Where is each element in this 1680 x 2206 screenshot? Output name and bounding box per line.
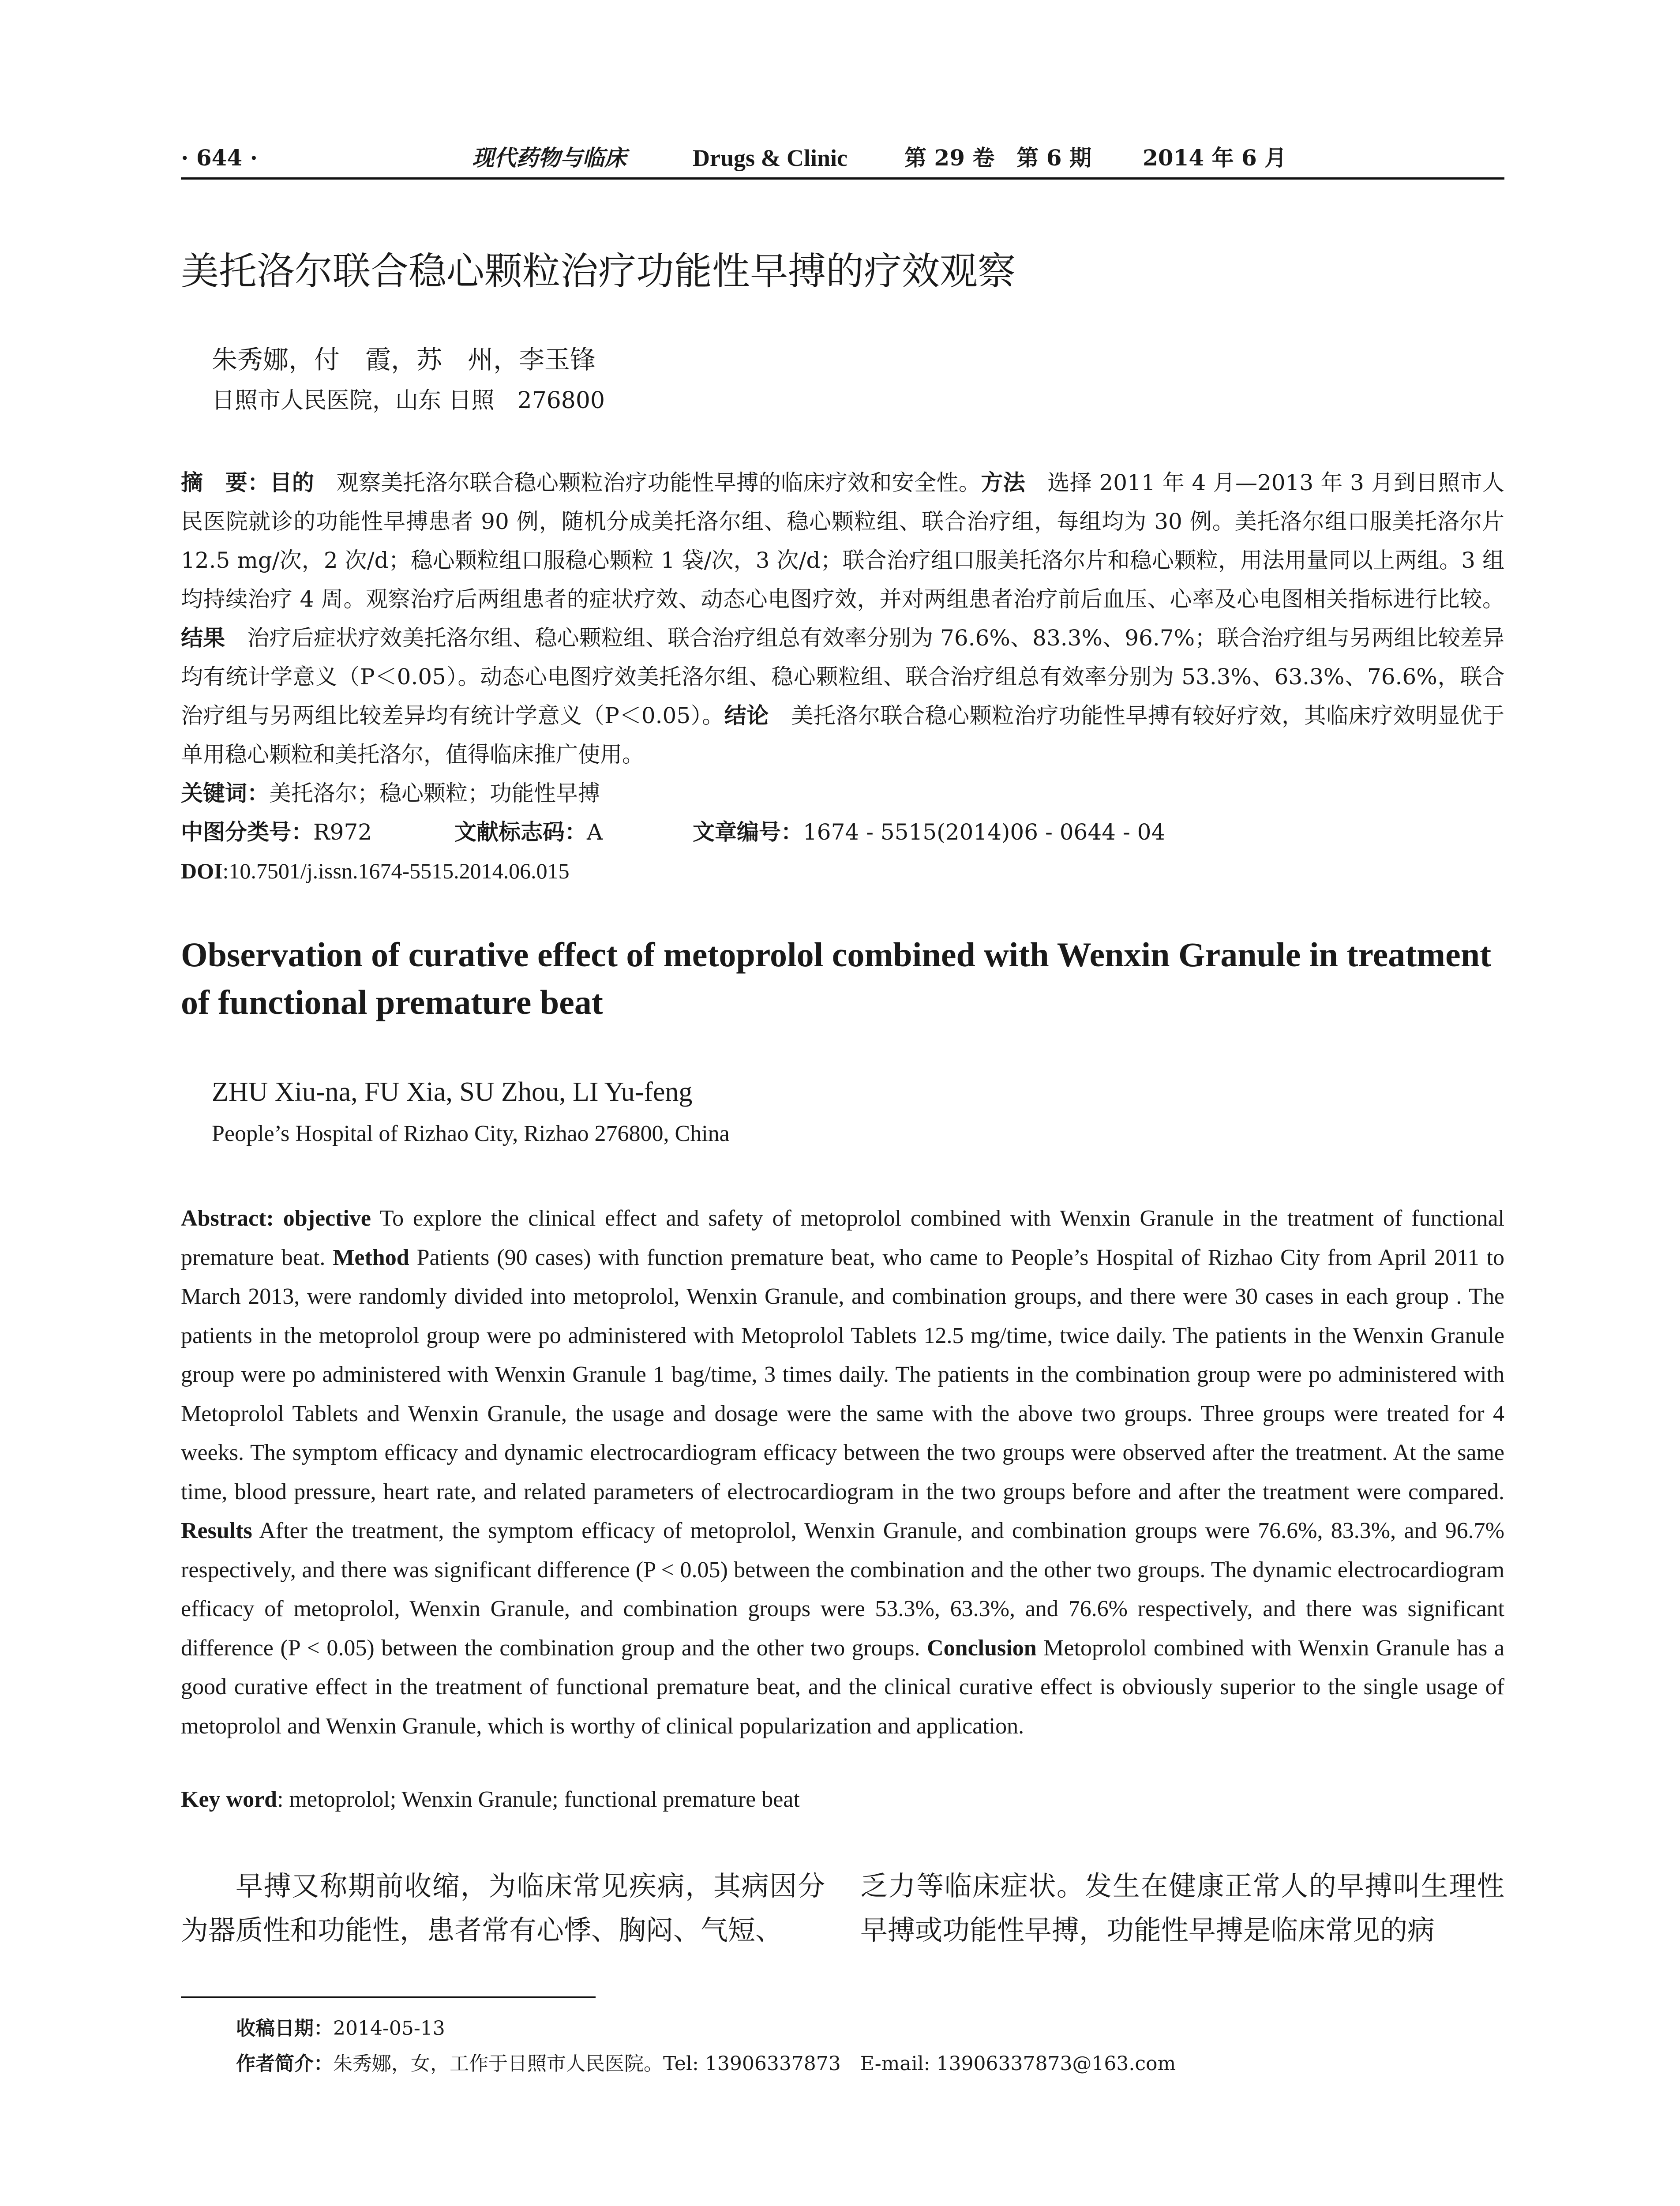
footnote-rule — [181, 1996, 596, 1998]
abstract-en — [181, 1199, 1504, 1746]
running-header — [181, 140, 1504, 176]
abstract-cn — [181, 463, 1504, 774]
received-label: 收稿日期： — [236, 2017, 333, 2040]
header-rule — [181, 177, 1504, 180]
article-title-en: Observation of curative effect of metoprolol combined with Wenxin Granule in treatment of functional premature beat — [181, 935, 1492, 1021]
clc-cell — [181, 813, 454, 852]
method-text-cn: 选择 2011 年 4 月—2013 年 3 月到日照市人民医院就诊的功能性早搏患者 90 例，随机分成美托洛尔组、稳心颗粒组、联合治疗组，每组均为 30 例。美托洛尔组口服美托洛尔片 12.5 mg/次，2 次/d；稳心颗粒组口服稳心颗粒 1 袋/次，3 次/d；联合治疗组口服美托洛尔片和稳心颗粒，用法用量同以上两组。3 组均持续治疗 4 周。观察治疗后两组患者的症状疗效、动态心电图疗效，并对两组患者治疗前后血压、心率及心电图相关指标进行比较。 — [181, 470, 1505, 612]
body-column-left: 早搏又称期前收缩，为临床常见疾病，其病因分为器质性和功能性，患者常有心悸、胸闷、气短、 — [181, 1870, 825, 1946]
method-label-cn: 方法 — [981, 470, 1026, 495]
keywords-label-en: Key word — [181, 1787, 278, 1812]
conclusion-text-cn: 美托洛尔联合稳心颗粒治疗功能性早搏有较好疗效，其临床疗效明显优于单用稳心颗粒和美托洛尔，值得临床推广使用。 — [181, 703, 1504, 767]
classification-line — [181, 813, 1504, 852]
volume-issue: 第 29 卷 第 6 期 — [904, 145, 1091, 171]
results-label-en: Results — [181, 1518, 252, 1543]
body-column-right: 乏力等临床症状。发生在健康正常人的早搏叫生理性早搏或功能性早搏，功能性早搏是临床常见的病 — [860, 1870, 1504, 1946]
doi-value: :10.7501/j.issn.1674-5515.2014.06.015 — [222, 859, 570, 883]
conclusion-label-cn: 结论 — [724, 703, 769, 728]
affiliation-en: People’s Hospital of Rizhao City, Rizhao 276800, China — [212, 1121, 730, 1146]
conclusion-text-en: Metoprolol combined with Wenxin Granule has a good curative effect in the treatment of functional premature beat, and the clinical curative effect is obviously superior to the single usage of metoprolol and Wenxin Granule, which is worthy of clinical popularization and application. — [181, 1635, 1505, 1739]
doc-code-label: 文献标志码： — [454, 819, 587, 845]
abstract-label-en: Abstract: objective — [181, 1206, 371, 1231]
article-title-cn: 美托洛尔联合稳心颗粒治疗功能性早搏的疗效观察 — [181, 249, 1016, 293]
results-label-cn: 结果 — [181, 625, 225, 651]
clc-value: R972 — [313, 819, 372, 845]
issue-date: 2014 年 6 月 — [1143, 145, 1287, 171]
article-id-value: 1674 - 5515(2014)06 - 0644 - 04 — [803, 819, 1166, 845]
keywords-text-cn: 美托洛尔；稳心颗粒；功能性早搏 — [269, 780, 600, 806]
keywords-label-cn: 关键词： — [181, 780, 269, 806]
conclusion-label-en: Conclusion — [927, 1635, 1037, 1661]
article-id-label: 文章编号： — [693, 819, 803, 845]
author-bio-label: 作者简介： — [236, 2052, 333, 2075]
method-label-en: Method — [333, 1245, 409, 1270]
objective-text-cn: 观察美托洛尔联合稳心颗粒治疗功能性早搏的临床疗效和安全性。 — [314, 470, 981, 495]
doi-line — [181, 852, 1504, 890]
affiliation-cn: 日照市人民医院，山东 日照 276800 — [212, 387, 605, 414]
page-number: · 644 · — [181, 145, 258, 171]
doc-code-value: A — [587, 819, 603, 845]
results-text-cn: 治疗后症状疗效美托洛尔组、稳心颗粒组、联合治疗组总有效率分别为 76.6%、83.3%、96.7%；联合治疗组与另两组比较差异均有统计学意义（P＜0.05）。动态心电图疗效美托洛尔组、稳心颗粒组、联合治疗组总有效率分别为 53.3%、63.3%、76.6%，联合治疗组与另两组比较差异均有统计学意义（P＜0.05）。 — [181, 625, 1505, 728]
footnote-author — [236, 2047, 1515, 2081]
objective-label-cn: 目的 — [270, 470, 315, 495]
authors-cn: 朱秀娜，付 霞，苏 州，李玉锋 — [212, 345, 596, 375]
keywords-en — [181, 1780, 1504, 1819]
keywords-text-en: : metoprolol; Wenxin Granule; functional premature beat — [277, 1787, 800, 1812]
journal-name-cn: 现代药物与临床 — [472, 145, 626, 171]
method-text-en: Patients (90 cases) with function premature beat, who came to People’s Hospital of Rizhao City from April 2011 to March 2013, were randomly divided into metoprolol, Wenxin Granule, and combination groups, and there were 30 cases in each group . The patients in the metoprolol group were po administered with Metoprolol Tablets 12.5 mg/time, twice daily. The patients in the Wenxin Granule group were po administered with Wenxin Granule 1 bag/time, 3 times daily. The patients in the combination group were po administered with Metoprolol Tablets and Wenxin Granule, the usage and dosage were the same with the above two groups. Three groups were treated for 4 weeks. The symptom efficacy and dynamic electrocardiogram efficacy between the two groups were observed after the treatment. At the same time, blood pressure, heart rate, and related parameters of electrocardiogram in the two groups before and after the treatment were compared. — [181, 1245, 1505, 1504]
author-bio-text: 朱秀娜，女，工作于日照市人民医院。Tel: 13906337873 E-mail: 13906337873@163.com — [333, 2052, 1176, 2075]
doi-label: DOI — [181, 859, 223, 883]
results-text-en: After the treatment, the symptom efficacy of metoprolol, Wenxin Granule, and combination groups were 76.6%, 83.3%, and 96.7% respectively, and there was significant difference (P < 0.05) between the combination and the other two groups. The dynamic electrocardiogram efficacy of metoprolol, Wenxin Granule, and combination groups were 53.3%, 63.3%, and 76.6% respectively, and there was significant difference (P < 0.05) between the combination group and the other two groups. — [181, 1518, 1504, 1661]
authors-en: ZHU Xiu-na, FU Xia, SU Zhou, LI Yu-feng — [212, 1077, 693, 1107]
received-date: 2014-05-13 — [333, 2017, 445, 2040]
abstract-label-cn: 摘 要： — [181, 470, 270, 495]
clc-label: 中图分类号： — [181, 819, 313, 845]
doc-code-cell — [454, 813, 693, 852]
journal-name-en: Drugs & Clinic — [693, 145, 848, 171]
footnote-received — [236, 2012, 1515, 2045]
objective-text-en: To explore the clinical effect and safety of metoprolol combined with Wenxin Granule in the treatment of functional premature beat. — [181, 1206, 1505, 1270]
keywords-cn — [181, 774, 1504, 813]
article-id-cell — [693, 813, 1165, 852]
